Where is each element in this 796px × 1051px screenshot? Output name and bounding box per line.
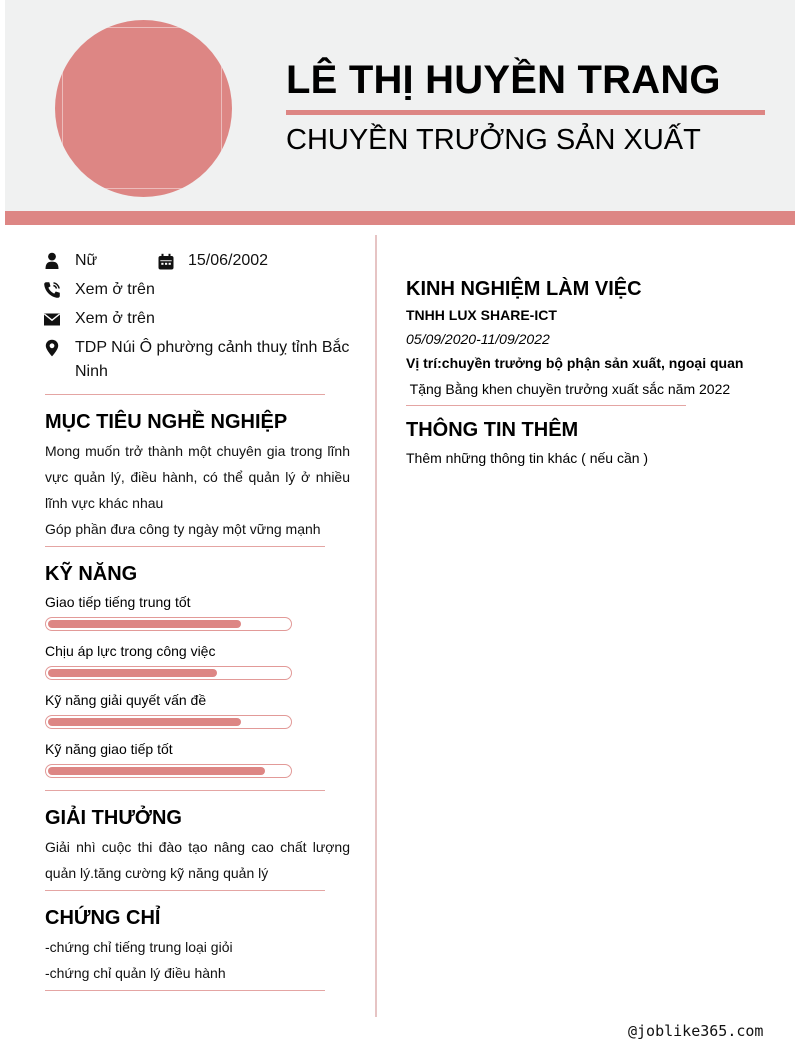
name-underline xyxy=(286,110,765,115)
achievement-text: Tặng Bằng khen chuyền trưởng xuất sắc năm 2022 xyxy=(406,381,731,397)
job-title: CHUYỀN TRƯỞNG SẢN XUẤT xyxy=(286,124,701,156)
divider xyxy=(45,990,325,991)
header-band xyxy=(5,211,795,225)
divider xyxy=(406,405,686,406)
skills-title: KỸ NĂNG xyxy=(45,563,138,585)
company-name: TNHH LUX SHARE-ICT xyxy=(406,307,557,323)
skill-label: Kỹ năng giải quyết vấn đề xyxy=(45,692,207,708)
divider xyxy=(45,394,325,395)
objective-text-1: Mong muốn trở thành một chuyên gia trong lĩnh vực quản lý, điều hành, có thể quản lý ở nhiều lĩnh vực khác nhau xyxy=(45,443,350,511)
divider xyxy=(45,890,325,891)
calendar-icon xyxy=(157,253,175,271)
experience-title: KINH NGHIỆM LÀM VIỆC xyxy=(406,278,642,300)
avatar xyxy=(55,20,232,197)
phone-icon xyxy=(43,281,61,299)
skill-bar xyxy=(45,715,292,729)
certificates-title: CHỨNG CHỈ xyxy=(45,907,161,929)
envelope-icon xyxy=(43,310,61,328)
person-icon xyxy=(43,252,61,270)
work-period: 05/09/2020-11/09/2022 xyxy=(406,331,550,347)
skill-bar xyxy=(45,666,292,680)
job-position: Vị trí:chuyền trưởng bộ phận sản xuất, ngoại quan xyxy=(406,355,744,371)
skill-bar-fill xyxy=(48,718,241,726)
skill-bar-fill xyxy=(48,767,265,775)
address-value: TDP Núi Ô phường cảnh thuỵ tỉnh Bắc Ninh xyxy=(75,339,350,380)
email-value: Xem ở trên xyxy=(75,310,155,327)
divider xyxy=(45,790,325,791)
skill-bar-fill xyxy=(48,669,217,677)
objective-title: MỤC TIÊU NGHỀ NGHIỆP xyxy=(45,411,288,433)
objective-text-2: Góp phần đưa công ty ngày một vững mạnh xyxy=(45,521,321,537)
column-divider xyxy=(375,235,377,1017)
skill-bar xyxy=(45,764,292,778)
skill-bar xyxy=(45,617,292,631)
skill-label: Chịu áp lực trong công việc xyxy=(45,643,216,659)
certificate-item: -chứng chỉ tiếng trung loại giỏi xyxy=(45,939,233,955)
awards-text: Giải nhì cuộc thi đào tạo nâng cao chất lượng quản lý.tăng cường kỹ năng quản lý xyxy=(45,839,350,881)
watermark-text: @joblike365.com xyxy=(628,1022,764,1040)
divider xyxy=(45,546,325,547)
skill-label: Kỹ năng giao tiếp tốt xyxy=(45,741,173,757)
map-pin-icon xyxy=(43,339,61,357)
certificate-item: -chứng chỉ quản lý điều hành xyxy=(45,965,226,981)
gender-value: Nữ xyxy=(75,252,98,269)
candidate-name: LÊ THỊ HUYỀN TRANG xyxy=(286,58,721,102)
additional-info-title: THÔNG TIN THÊM xyxy=(406,419,579,441)
phone-value: Xem ở trên xyxy=(75,281,155,298)
birthdate-value: 15/06/2002 xyxy=(188,252,269,269)
skill-label: Giao tiếp tiếng trung tốt xyxy=(45,594,191,610)
additional-info-text: Thêm những thông tin khác ( nếu cần ) xyxy=(406,450,649,466)
awards-title: GIẢI THƯỞNG xyxy=(45,807,182,829)
skill-bar-fill xyxy=(48,620,241,628)
